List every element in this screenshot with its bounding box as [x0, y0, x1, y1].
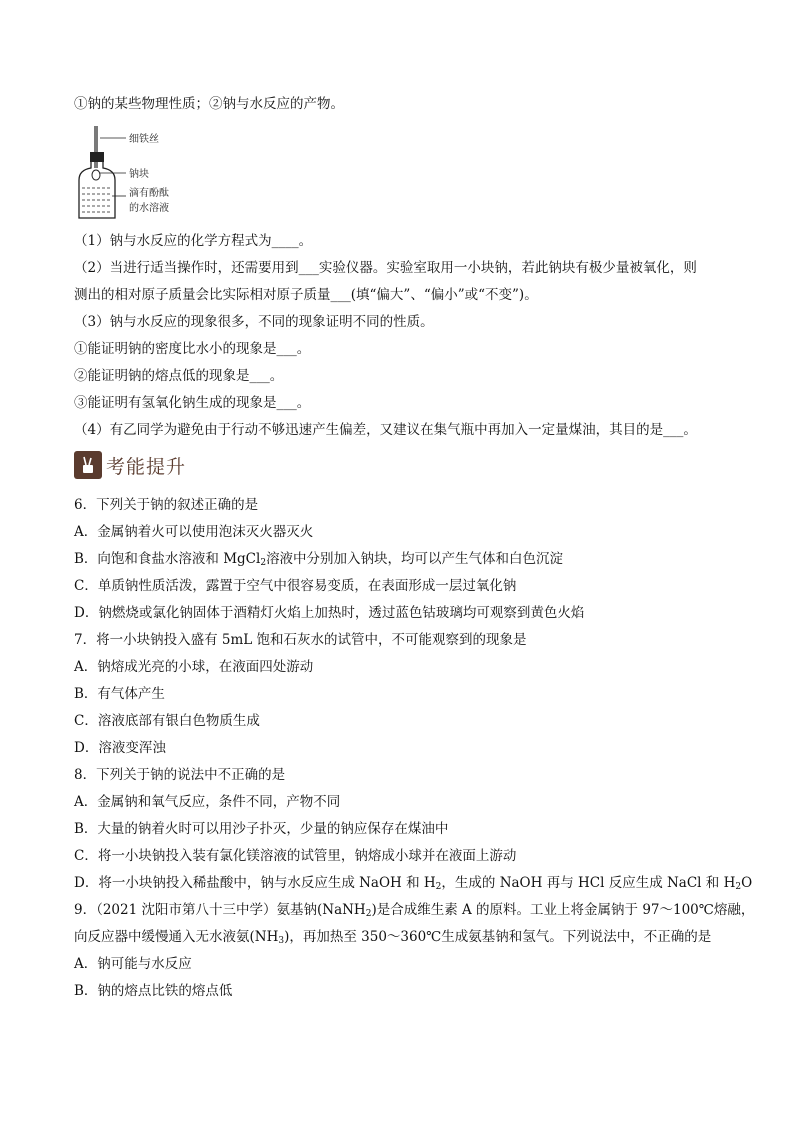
apparatus-diagram [74, 124, 214, 224]
question-5-3-a: ①能证明钠的密度比水小的现象是___。 [74, 341, 311, 357]
pencil-cup-icon [74, 451, 102, 479]
question-6-option-a: A．金属钠着火可以使用泡沫灭火器灭火 [74, 524, 314, 540]
question-9-option-a: A．钠可能与水反应 [74, 956, 192, 972]
question-9-stem-line1: 9．（2021 沈阳市第八十三中学）氨基钠(NaNH$_2$)是合成维生素 A 的原料。工业上将金属钠于 97～100℃熔融， [74, 902, 755, 919]
intro-text: ①钠的某些物理性质；②钠与水反应的产物。 [74, 96, 344, 112]
question-9-option-b: B．钠的熔点比铁的熔点低 [74, 983, 233, 999]
question-8-stem: 8．下列关于钠的说法中不正确的是 [74, 767, 286, 783]
label-solution-2: 的水溶液 [129, 203, 169, 214]
question-8-option-b: B．大量的钠着火时可以用沙子扑灭，少量的钠应保存在煤油中 [74, 821, 449, 837]
sodium-block [92, 170, 100, 180]
question-7-stem: 7．将一小块钠投入盛有 5mL 饱和石灰水的试管中，不可能观察到的现象是 [74, 632, 527, 648]
label-sodium: 钠块 [129, 169, 149, 180]
section-title: 考能提升 [106, 455, 187, 478]
question-7-option-d: D．溶液变浑浊 [74, 740, 166, 756]
label-iron-wire: 细铁丝 [129, 134, 159, 145]
solution [82, 188, 112, 212]
question-7-option-c: C．溶液底部有银白色物质生成 [74, 713, 260, 729]
question-7-option-b: B．有气体产生 [74, 686, 165, 702]
question-6-option-c: C．单质钠性质活泼，露置于空气中很容易变质，在表面形成一层过氧化钠 [74, 578, 517, 594]
question-5-2-line1: （2）当进行适当操作时，还需要用到___实验仪器。实验室取用一小块钠，若此钠块有极少量被氧化，则 [74, 260, 697, 276]
question-5-1: （1）钠与水反应的化学方程式为____。 [74, 233, 313, 249]
question-8-option-c: C．将一小块钠投入装有氯化镁溶液的试管里，钠熔成小球并在液面上游动 [74, 848, 517, 864]
question-5-2-line2: 测出的相对原子质量会比实际相对原子质量___(填“偏大”、“偏小”或“不变”)。 [74, 287, 538, 303]
question-5-4: （4）有乙同学为避免由于行动不够迅速产生偏差，又建议在集气瓶中再加入一定量煤油，其目的是___。 [74, 422, 697, 438]
question-6-option-b: B．向饱和食盐水溶液和 MgCl$_2$溶液中分别加入钠块，均可以产生气体和白色沉淀 [74, 551, 564, 568]
question-5-3-c: ③能证明有氢氧化钠生成的现象是___。 [74, 395, 311, 411]
question-6-stem: 6．下列关于钠的叙述正确的是 [74, 497, 259, 513]
question-7-option-a: A．钠熔成光亮的小球，在液面四处游动 [74, 659, 314, 675]
question-9-stem-line2: 向反应器中缓慢通入无水液氨$(NH_3)$，再加热至 350～360℃生成氨基钠和氢气。下列说法中，不正确的是 [74, 929, 712, 946]
question-5-3: （3）钠与水反应的现象很多，不同的现象证明不同的性质。 [74, 314, 434, 330]
section-header [74, 450, 186, 480]
label-solution-1: 滴有酚酞 [129, 188, 169, 199]
question-5-3-b: ②能证明钠的熔点低的现象是___。 [74, 368, 284, 384]
question-8-option-a: A．金属钠和氧气反应，条件不同，产物不同 [74, 794, 341, 810]
question-8-option-d: D．将一小块钠投入稀盐酸中，钠与水反应生成 NaOH 和 $H_2$，生成的 NaOH 再与 HCl 反应生成 NaCl 和 $H_2O$ [74, 875, 753, 892]
question-6-option-d: D．钠燃烧或氯化钠固体于酒精灯火焰上加热时，透过蓝色钴玻璃均可观察到黄色火焰 [74, 605, 585, 621]
stopper [90, 152, 104, 162]
